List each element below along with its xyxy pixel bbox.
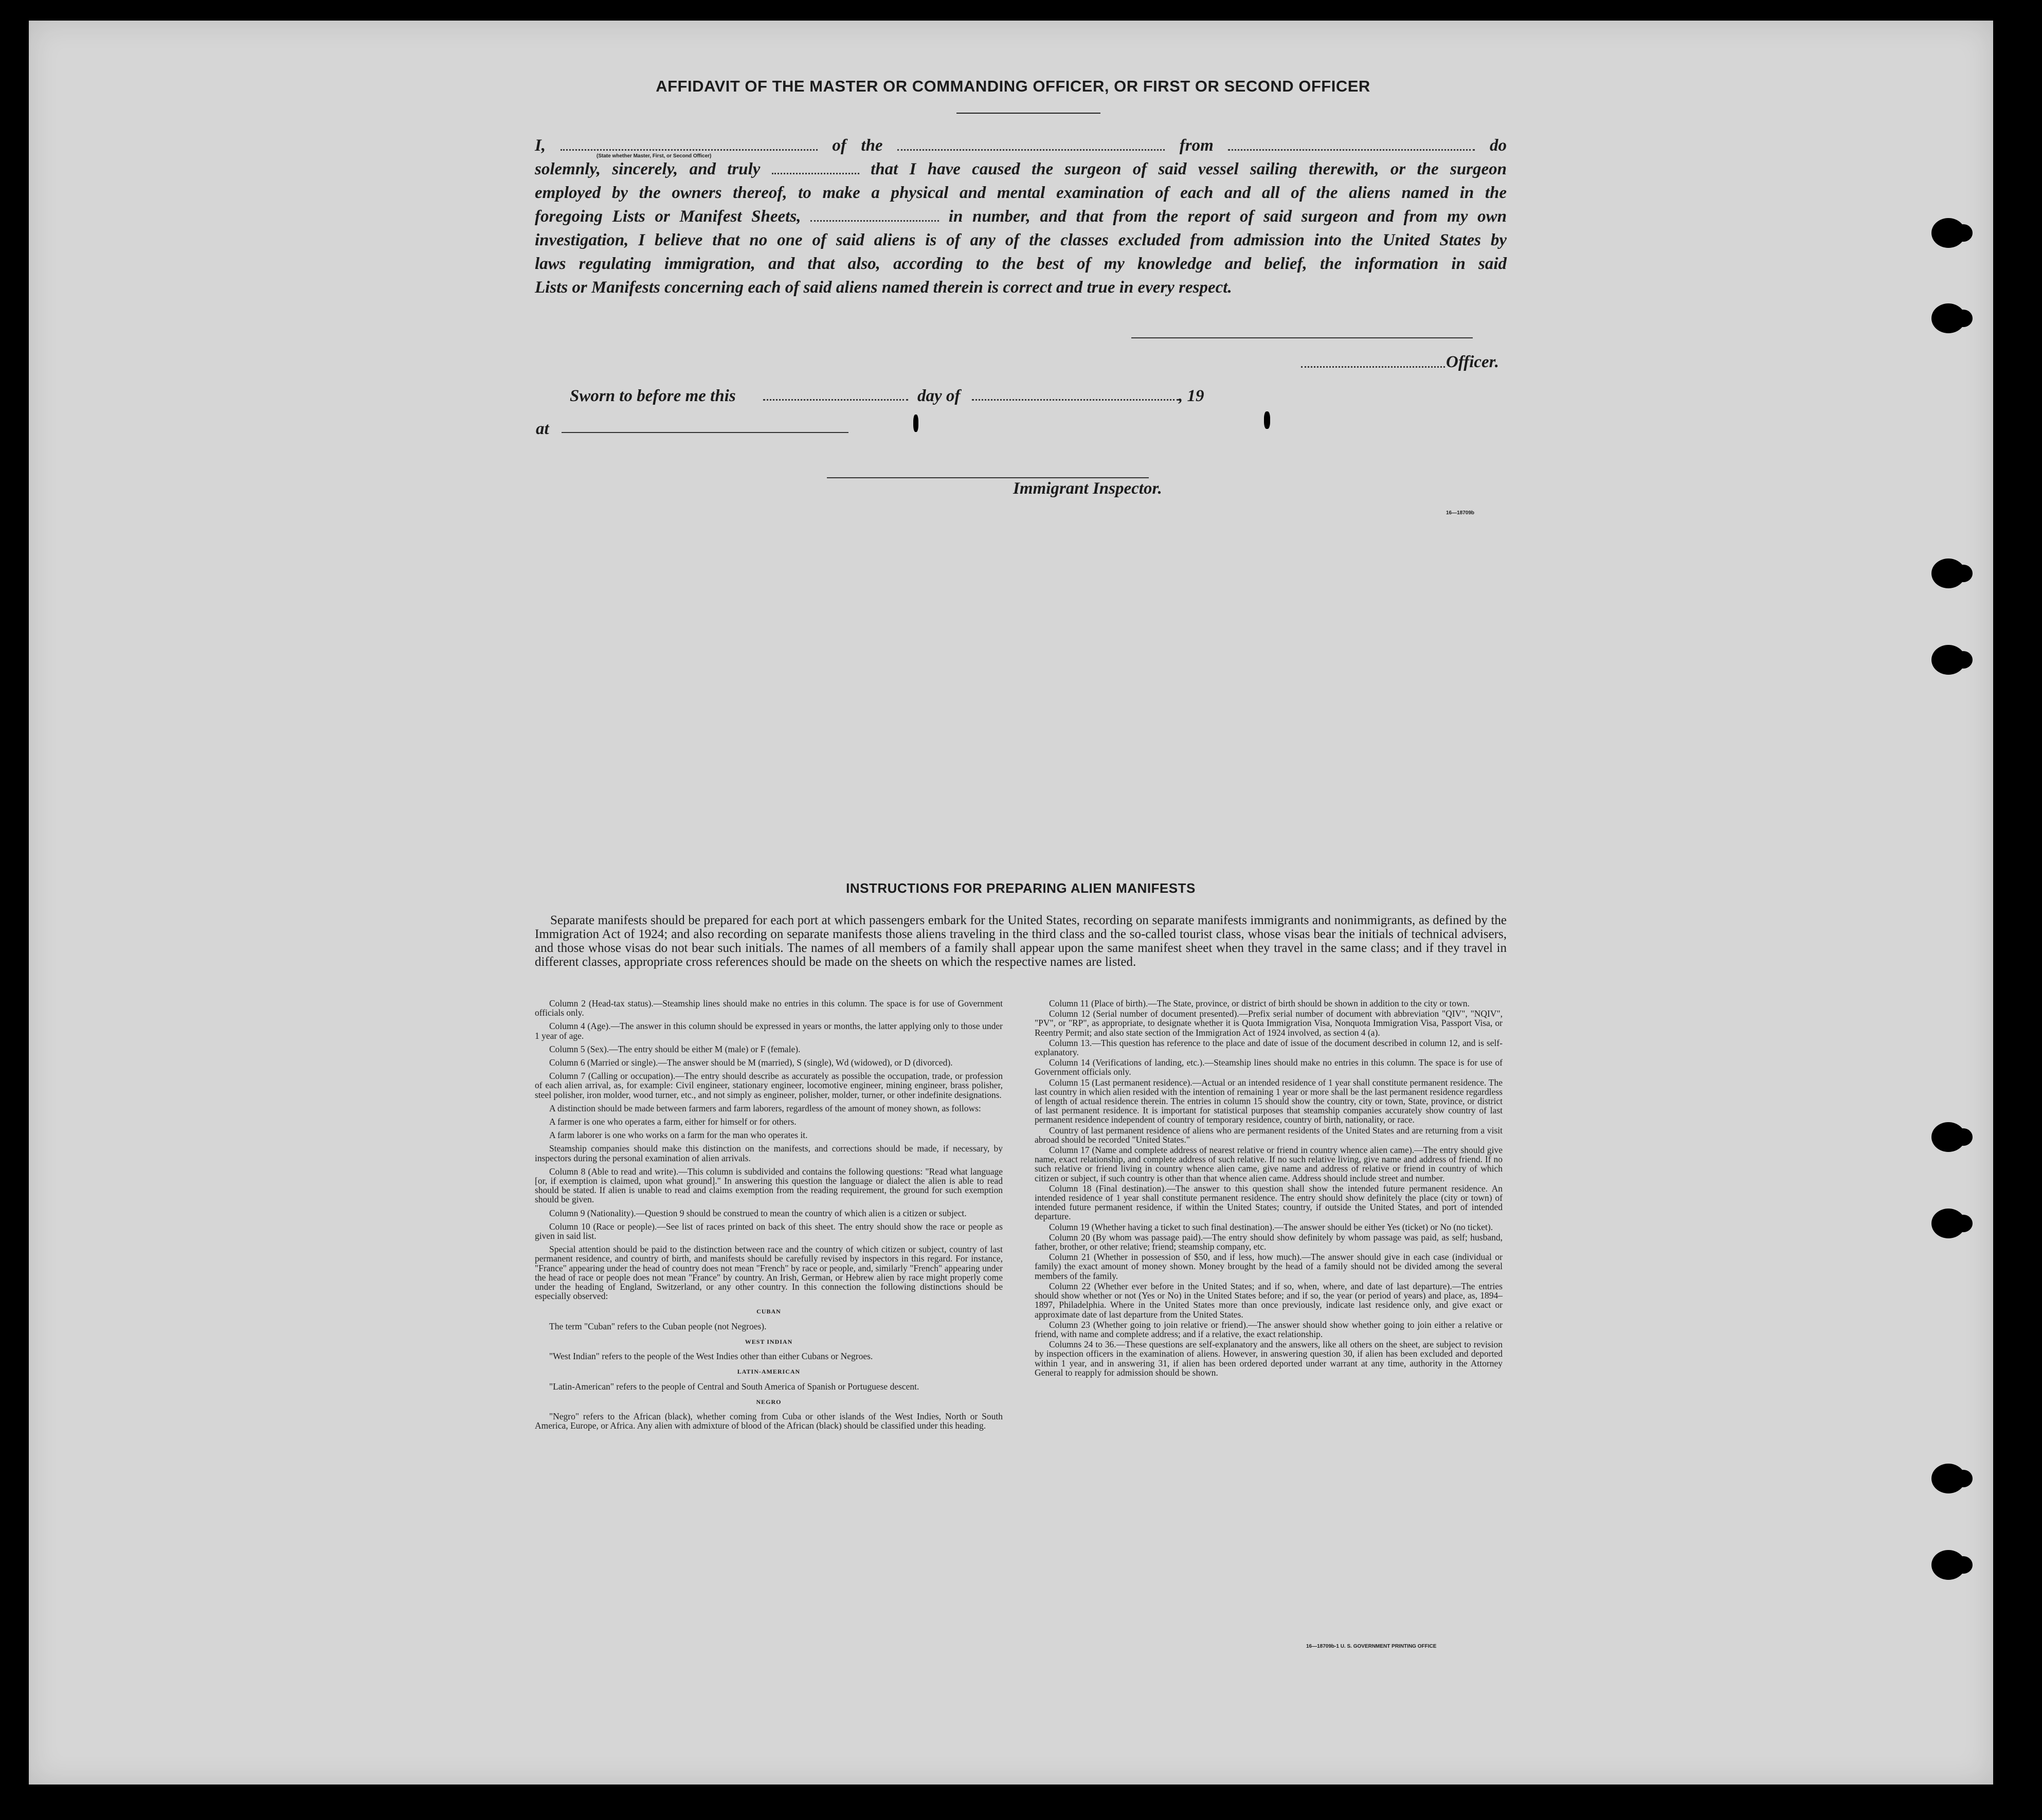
affidavit-line — [535, 205, 1507, 228]
oath-field[interactable] — [772, 159, 859, 174]
affidavit-text: foregoing Lists or Manifest Sheets, — [535, 207, 801, 226]
officer-signature-line[interactable] — [1131, 337, 1473, 338]
column-13-note: Column 13.—This question has reference to the place and date of issue of the document described in column 12, and is self-explanatory. — [1035, 1037, 1503, 1058]
negro-definition: "Negro" refers to the African (black), whether coming from Cuba or other islands of the West Indies, North or South America, Europe, or Africa. Any alien with admixture of blood of the African (black) should be classified under this heading. — [535, 1411, 1003, 1431]
column-23-note: Column 23 (Whether going to join relative or friend).—The answer should show whether going to join either a relative or friend, with name and complete address; and if a relative, the exact relationship. — [1035, 1319, 1503, 1339]
column-18-note: Column 18 (Final destination).—The answer to this question shall show the intended future permanent residence. An intended residence of 1 year shall constitute permanent residence. The entry should show definitely the place (city or town) of intended future permanent residence, if within the United States; country, if outside the United States, and port of intended departure. — [1035, 1183, 1503, 1222]
instructions-right-column — [1035, 999, 1503, 1378]
cuban-definition: The term "Cuban" refers to the Cuban people (not Negroes). — [549, 1321, 767, 1331]
column-11-note: Column 11 (Place of birth).—The State, province, or district of birth should be shown in addition to the city or town. — [1049, 998, 1470, 1008]
binder-hole — [1931, 1464, 1965, 1493]
affidavit-text: employed by the owners thereof, to make a physical and mental examination of each and all of the aliens named in the — [535, 184, 1507, 202]
affidavit-body — [535, 134, 1507, 299]
column-21-note: Column 21 (Whether in possession of $50, and if less, how much).—The answer should give in each case (individual or family) the exact amount of money shown. Money brought by the head of a family should not be divided among the several members of the family. — [1035, 1252, 1503, 1281]
printing-office-code: 16—18709b-1 U. S. GOVERNMENT PRINTING OFFICE — [1306, 1644, 1437, 1649]
at-text: at — [536, 420, 549, 438]
column-17-note: Column 17 (Name and complete address of nearest relative or friend in country whence alien came).—The entry should give name, exact relationship, and complete address of such relative. If no such relative living, give name and address of friend. If no such relative or friend living in country whence alien came, give name and address of relative or friend in country of which citizen or subject, if such country is other than that whence alien came. Address should include street and number. — [1035, 1145, 1503, 1183]
columns-24-36-note: Columns 24 to 36.—These questions are self-explanatory and the answers, like all others on the sheet, are subject to revision by inspection officers in the examination of aliens. However, in answering question 30, if alien has been excluded and deported within 1 year, and in answering 31, if alien has been ordered deported under warrant at any time, authority in the Attorney General to reapply for admission should be shown. — [1035, 1339, 1503, 1378]
ink-mark — [1264, 411, 1270, 429]
affidavit-line — [535, 252, 1507, 276]
negro-heading: NEGRO — [756, 1398, 782, 1405]
instructions-left-column — [535, 999, 1003, 1434]
affidavit-text: of the — [832, 136, 883, 155]
affidavit-text: that I have caused the surgeon of said vessel sailing therewith, or the surgeon — [871, 160, 1507, 178]
inspector-signature-line[interactable] — [827, 477, 1149, 478]
sheet-count-field[interactable] — [810, 207, 939, 222]
latin-american-heading: LATIN-AMERICAN — [737, 1368, 801, 1376]
instructions-title: INSTRUCTIONS FOR PREPARING ALIEN MANIFESTS — [846, 880, 1196, 896]
sworn-text: Sworn to before me this — [570, 387, 736, 405]
sworn-place-field[interactable] — [562, 432, 848, 433]
sworn-month-field[interactable] — [972, 399, 1179, 402]
country-last-residence-note: Country of last permanent residence of aliens who are permanent residents of the United States and are returning from a visit abroad should be recorded "United States." — [1035, 1125, 1503, 1145]
binder-hole — [1931, 303, 1965, 333]
affidavit-title: AFFIDAVIT OF THE MASTER OR COMMANDING OFFICER, OR FIRST OR SECOND OFFICER — [656, 77, 1370, 95]
affidavit-text: from — [1179, 136, 1214, 155]
year-text: , 19 — [1179, 387, 1204, 405]
column-9-note: Column 9 (Nationality).—Question 9 should be construed to mean the country of which alien is a citizen or subject. — [549, 1208, 967, 1218]
column-14-note: Column 14 (Verifications of landing, etc.).—Steamship lines should make no entries in this column. The space is for use of Government officials only. — [1035, 1057, 1503, 1077]
west-indian-heading: WEST INDIAN — [745, 1338, 793, 1345]
column-8-note: Column 8 (Able to read and write).—This column is subdivided and contains the following questions: "Read what language [or, if exemption is claimed, upon what ground]." In answering this question the language or dialect the alien is able to read should be stated. If alien is unable to read and claims exemption from the reading requirement, the ground for such exemption should be given. — [535, 1166, 1003, 1205]
affidavit-text: investigation, I believe that no one of said aliens is of any of the classes excluded from admission into the United States by — [535, 231, 1507, 249]
binder-hole — [1931, 645, 1965, 675]
column-15-note: Column 15 (Last permanent residence).—Actual or an intended residence of 1 year shall constitute permanent residence. The last country in which alien resided with the intention of remaining 1 year or more shall be the last permanent residence regardless of length of actual residence therein. The entries in column 15 should show the country, city or town, State, province, or district of last permanent residence. It is important for statistical purposes that steamship companies accurately show country of last permanent residence independent of country of temporary residence, country of birth, nationality, or race. — [1035, 1077, 1503, 1125]
column-5-note: Column 5 (Sex).—The entry should be either M (male) or F (female). — [549, 1043, 801, 1054]
form-code: 16—18709b — [1446, 510, 1475, 516]
affidavit-text: do — [1490, 136, 1507, 155]
column-7-note: Column 7 (Calling or occupation).—The entry should describe as accurately as possible the occupation, trade, or profession of each alien arrival, as, for example: Civil engineer, stationary engineer, locomotive engineer, mining engineer, brass polisher, steel polisher, iron molder, wood turner, etc., and not simply as engineer, polisher, molder, turner, or other indefinite designations. — [535, 1071, 1003, 1100]
officer-name-field[interactable] — [561, 136, 818, 151]
affidavit-text: solemnly, sincerely, and truly — [535, 160, 761, 178]
column-19-note: Column 19 (Whether having a ticket to such final destination).—The answer should be either Yes (ticket) or No (no ticket). — [1049, 1221, 1493, 1232]
farmer-distinction: A distinction should be made between farmers and farm laborers, regardless of the amount of money shown, as follows: — [549, 1103, 981, 1113]
affidavit-text: Lists or Manifests concerning each of said aliens named therein is correct and true in every respect. — [535, 278, 1232, 297]
column-20-note: Column 20 (By whom was passage paid).—The entry should show definitely by whom passage was paid, as self; husband, father, brother, or other relative; friend; steamship company, etc. — [1035, 1232, 1503, 1252]
binder-hole — [1931, 1122, 1965, 1152]
affidavit-line — [535, 134, 1507, 157]
binder-hole — [1931, 558, 1965, 588]
race-distinction-note: Special attention should be paid to the distinction between race and the country of which citizen or subject, country of last permanent residence, and country of birth, and manifests should be carefully revised by inspectors in this regard. For instance, "France" appearing under the head of country does not mean "French" by race or people, and, similarly "French" appearing under the head of race or people does not mean "France" by country. An Irish, German, or Hebrew alien by race might properly come under the heading of England, Switzerland, or any other country. In this connection the following distinctions should be especially observed: — [535, 1244, 1003, 1302]
farmer-definition: A farmer is one who operates a farm, either for himself or for others. — [549, 1116, 797, 1127]
officer-label: Officer. — [1446, 353, 1499, 371]
west-indian-definition: "West Indian" refers to the people of the West Indies other than either Cubans or Negroes. — [549, 1351, 873, 1362]
affidavit-line — [535, 276, 1507, 299]
day-of-text: day of — [917, 387, 961, 405]
column-2-note: Column 2 (Head-tax status).—Steamship lines should make no entries in this column. The space is for use of Government officials only. — [535, 998, 1003, 1018]
column-22-note: Column 22 (Whether ever before in the United States; and if so, when, where, and date of last departure).—The entries should show whether or not (Yes or No) in the United States before; and if so, the year (or period of years) and place, as, 1894–1897, Philadelphia. Where in the United States more than once previously, indicate last residence only, and give exact or approximate date of last departure from the United States. — [1035, 1281, 1503, 1320]
steamship-note: Steamship companies should make this distinction on the manifests, and corrections should be made, if necessary, by inspectors during the personal examination of alien arrivals. — [535, 1143, 1003, 1163]
binder-hole — [1931, 1209, 1965, 1238]
column-6-note: Column 6 (Married or single).—The answer should be M (married), S (single), Wd (widowed), or D (divorced). — [549, 1057, 953, 1068]
affidavit-line — [535, 181, 1507, 205]
port-field[interactable] — [1228, 136, 1475, 151]
ink-mark — [913, 415, 918, 432]
title-rule — [956, 113, 1100, 114]
officer-rank-note: (State whether Master, First, or Second Officer) — [597, 153, 712, 159]
affidavit-line — [535, 157, 1507, 181]
affidavit-text: in number, and that from the report of said surgeon and from my own — [948, 207, 1507, 226]
latin-american-definition: "Latin-American" refers to the people of Central and South America of Spanish or Portuguese descent. — [549, 1381, 919, 1392]
column-12-note: Column 12 (Serial number of document presented).—Prefix serial number of document with abbreviation "QIV", "NQIV", "PV", or "RP", as appropriate, to designate whether it is Quota Immigration Visa, Nonquota Immigration Visa, Passport Visa, or Reentry Permit; and also state section of the Immigration Act of 1924 involved, as section 4 (a). — [1035, 1008, 1503, 1038]
binder-hole — [1931, 218, 1965, 248]
affidavit-line — [535, 228, 1507, 252]
officer-rank-line[interactable] — [1301, 366, 1445, 369]
column-4-note: Column 4 (Age).—The answer in this column should be expressed in years or months, the latter applying only to those under 1 year of age. — [535, 1021, 1003, 1041]
inspector-label: Immigrant Inspector. — [1013, 479, 1162, 498]
affidavit-text: laws regulating immigration, and that also, according to the best of my knowledge and belief, the information in said — [535, 255, 1507, 273]
cuban-heading: CUBAN — [756, 1308, 781, 1316]
farm-laborer-definition: A farm laborer is one who works on a farm for the man who operates it. — [549, 1130, 808, 1141]
instructions-intro: Separate manifests should be prepared for each port at which passengers embark for the United States, recording on separate manifests immigrants and nonimmigrants, as defined by the Immigration Act of 1924; and also recording on separate manifests those aliens traveling in the third class and the so-called tourist class, whose visas bear the initials of technical advisers, and those whose visas do not bear such initials. The names of all members of a family shall appear upon the same manifest sheet when they travel in the same class; and if they travel in different classes, appropriate cross references should be made on the sheets on which the respective names are listed. — [535, 913, 1507, 969]
binder-hole — [1931, 1550, 1965, 1580]
affidavit-text: I, — [535, 136, 546, 155]
column-10-note: Column 10 (Race or people).—See list of races printed on back of this sheet. The entry should show the race or people as given in said list. — [535, 1221, 1003, 1241]
vessel-field[interactable] — [897, 136, 1165, 151]
sworn-day-field[interactable] — [763, 399, 908, 402]
